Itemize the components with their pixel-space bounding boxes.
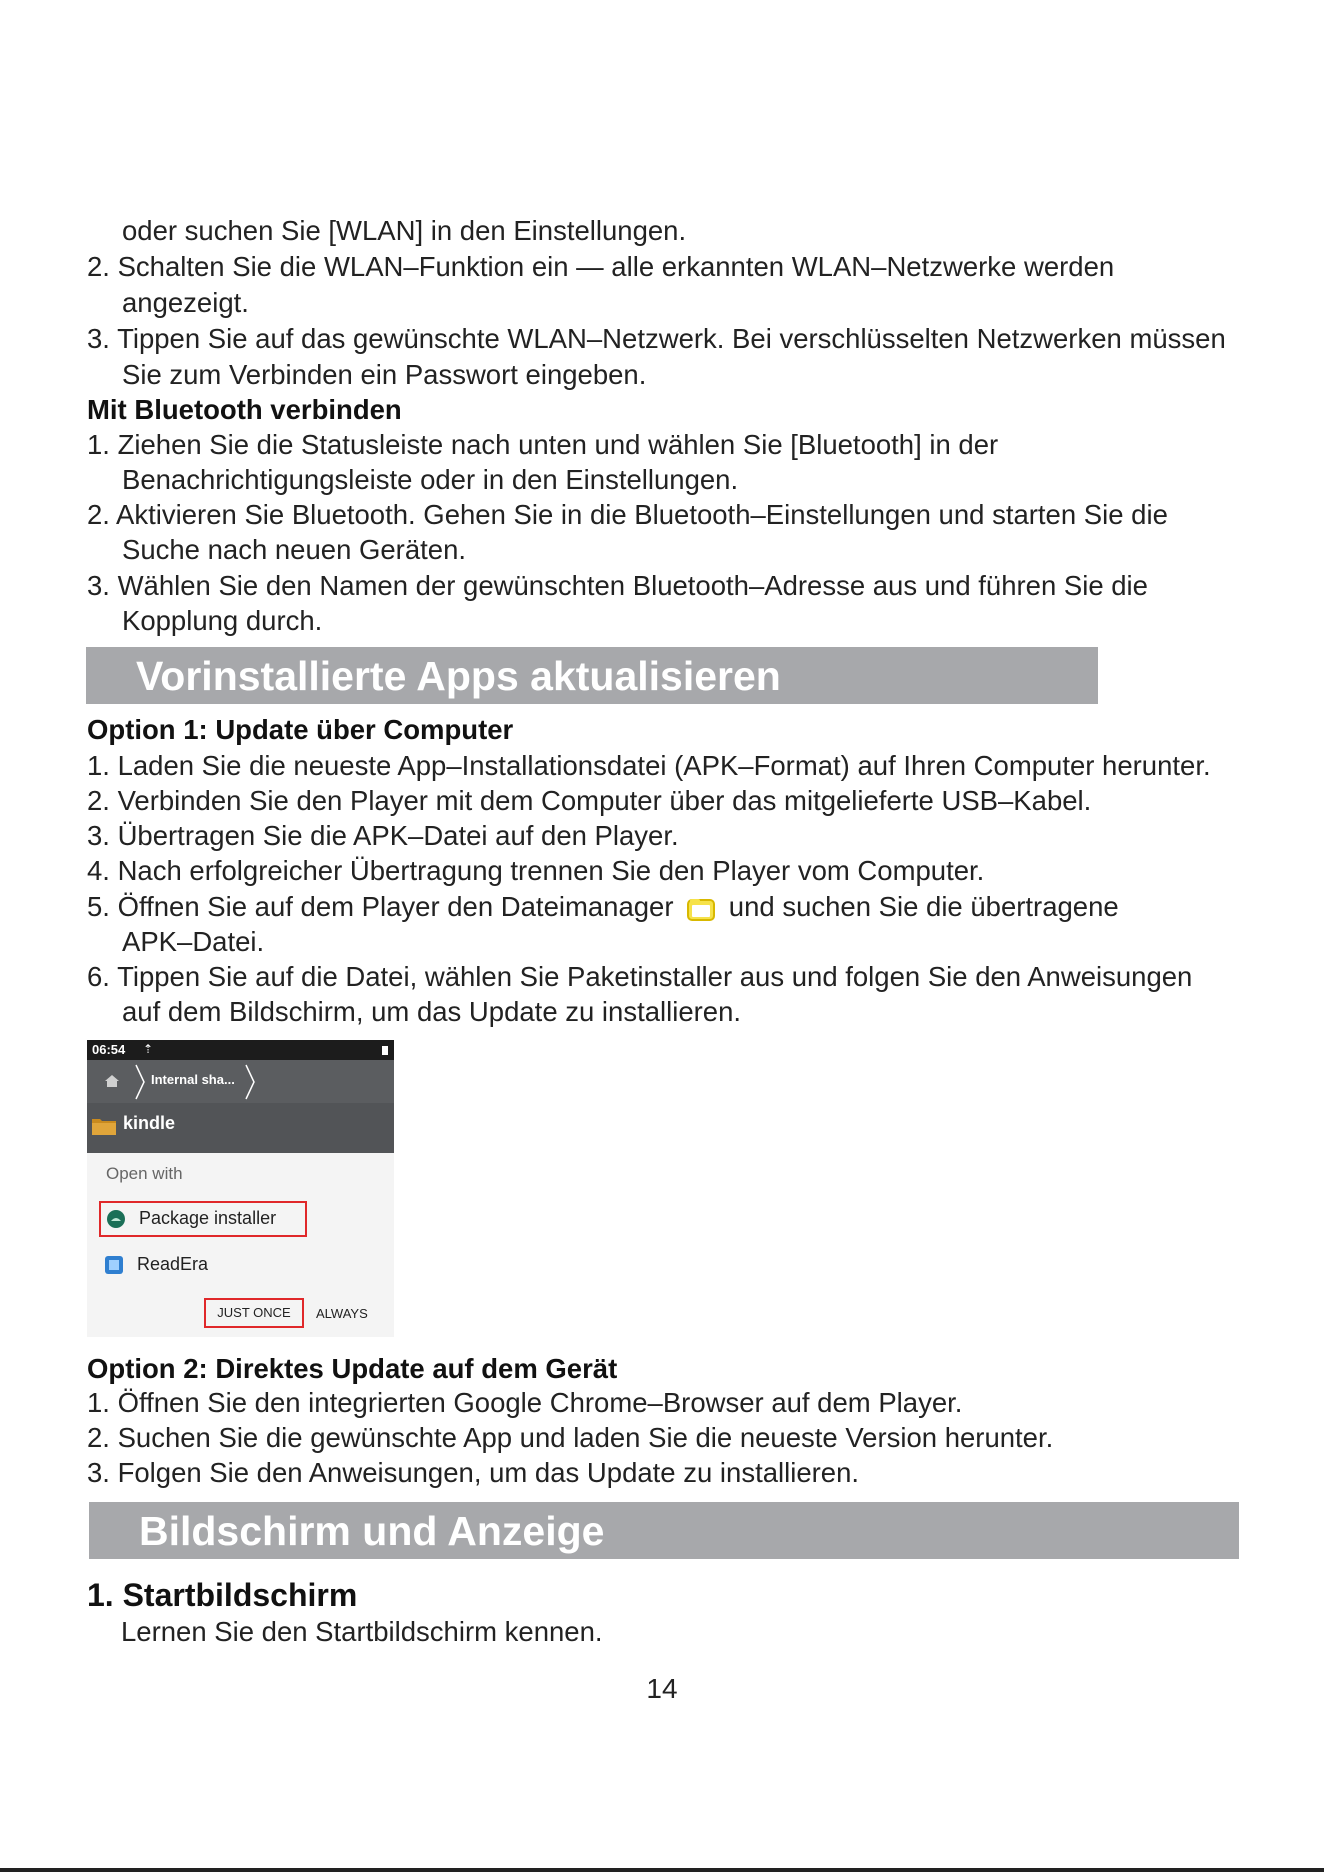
wlan-step1-continued: oder suchen Sie [WLAN] in den Einstellungen. [122, 215, 687, 246]
breadcrumb[interactable] [87, 1060, 394, 1103]
bluetooth-step2-continued: Suche nach neuen Geräten. [122, 534, 467, 565]
package-installer-icon [107, 1210, 125, 1228]
wlan-step2-continued: angezeigt. [122, 287, 249, 318]
bluetooth-step1-continued: Benachrichtigungsleiste oder in den Einstellungen. [122, 464, 739, 495]
status-bar [87, 1040, 394, 1060]
wlan-step3: 3. Tippen Sie auf das gewünschte WLAN–Netzwerk. Bei verschlüsselten Netzwerken müssen [87, 323, 1226, 354]
section-title-apps: Vorinstallierte Apps aktualisieren [136, 653, 781, 699]
option1-step5-part2: und suchen Sie die übertragene [728, 891, 1119, 922]
option2-step1: 1. Öffnen Sie den integrierten Google Chrome–Browser auf dem Player. [87, 1387, 963, 1418]
option1-step5 [87, 889, 1119, 925]
option1-step5-part1: 5. Öffnen Sie auf dem Player den Dateimanager [87, 891, 674, 922]
option1-step6: 6. Tippen Sie auf die Datei, wählen Sie Paketinstaller aus und folgen Sie den Anweisungen [87, 961, 1193, 992]
option1-step4: 4. Nach erfolgreicher Übertragung trennen Sie den Player vom Computer. [87, 855, 985, 886]
readera-icon [105, 1256, 123, 1274]
section-banner-display [89, 1502, 1239, 1559]
option-readera[interactable] [99, 1249, 303, 1281]
breadcrumb-label[interactable]: Internal sha... [151, 1072, 235, 1087]
option2-heading: Option 2: Direktes Update auf dem Gerät [87, 1353, 618, 1384]
option-label: Package installer [139, 1208, 277, 1228]
bluetooth-step3: 3. Wählen Sie den Namen der gewünschten Bluetooth–Adresse aus und führen Sie die [87, 570, 1148, 601]
option-label: ReadEra [137, 1254, 209, 1274]
subsection-text: Lernen Sie den Startbildschirm kennen. [121, 1616, 603, 1647]
file-manager-icon [687, 897, 715, 921]
bluetooth-step3-continued: Kopplung durch. [122, 605, 323, 636]
option1-step6-continued: auf dem Bildschirm, um das Update zu installieren. [122, 996, 742, 1027]
option-package-installer[interactable] [99, 1201, 307, 1237]
always-button[interactable]: ALWAYS [316, 1306, 368, 1321]
option1-step1: 1. Laden Sie die neueste App–Installationsdatei (APK–Format) auf Ihren Computer herunter. [87, 750, 1211, 781]
home-icon[interactable] [104, 1074, 120, 1088]
option1-step2: 2. Verbinden Sie den Player mit dem Computer über das mitgelieferte USB–Kabel. [87, 785, 1092, 816]
bluetooth-step1: 1. Ziehen Sie die Statusleiste nach unten und wählen Sie [Bluetooth] in der [87, 429, 999, 460]
option2-step2: 2. Suchen Sie die gewünschte App und laden Sie die neueste Version herunter. [87, 1422, 1054, 1453]
folder-name: kindle [123, 1113, 176, 1133]
bottom-border [0, 1868, 1324, 1872]
upload-icon: ⇡ [143, 1042, 154, 1056]
wlan-step3-continued: Sie zum Verbinden ein Passwort eingeben. [122, 359, 647, 390]
wlan-step2: 2. Schalten Sie die WLAN–Funktion ein — alle erkannten WLAN–Netzwerke werden [87, 251, 1115, 282]
chevron-right-icon [134, 1064, 146, 1100]
status-time: 06:54 [92, 1042, 126, 1057]
bluetooth-step2: 2. Aktivieren Sie Bluetooth. Gehen Sie in die Bluetooth–Einstellungen und starten Sie die [87, 499, 1168, 530]
subsection-title: 1. Startbildschirm [87, 1577, 358, 1613]
folder-icon [91, 1116, 117, 1136]
option1-step5-continued: APK–Datei. [122, 926, 265, 957]
section-banner-apps [86, 647, 1098, 704]
just-once-button[interactable]: JUST ONCE [204, 1298, 304, 1328]
chevron-right-icon [244, 1064, 256, 1100]
option1-step3: 3. Übertragen Sie die APK–Datei auf den Player. [87, 820, 679, 851]
option2-step3: 3. Folgen Sie den Anweisungen, um das Update zu installieren. [87, 1457, 860, 1488]
battery-icon [382, 1046, 388, 1055]
device-screenshot [87, 1040, 394, 1337]
open-with-dialog [87, 1153, 394, 1337]
page-number: 14 [646, 1673, 678, 1704]
section-title-display: Bildschirm und Anzeige [139, 1508, 605, 1554]
bluetooth-heading: Mit Bluetooth verbinden [87, 394, 402, 425]
option1-heading: Option 1: Update über Computer [87, 714, 514, 745]
dialog-title: Open with [106, 1164, 183, 1183]
